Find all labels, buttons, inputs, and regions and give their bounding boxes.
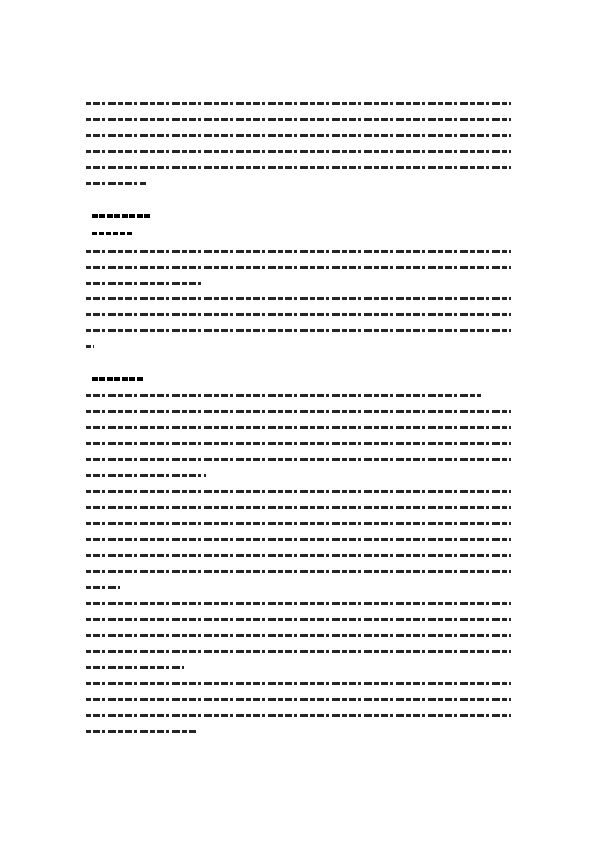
section-1-paragraph-1 — [86, 250, 511, 298]
intro-paragraph — [86, 102, 511, 198]
text-line — [86, 554, 511, 557]
text-line — [86, 730, 196, 733]
section-heading — [92, 377, 144, 381]
section-2-paragraph-3 — [86, 490, 511, 602]
text-line — [86, 666, 184, 669]
text-line — [86, 490, 511, 493]
text-line — [86, 458, 511, 461]
text-line — [86, 522, 511, 525]
text-line — [86, 586, 120, 589]
text-line — [86, 102, 511, 105]
section-2-paragraph-1 — [86, 394, 511, 410]
section-2-paragraph-2 — [86, 410, 511, 490]
text-line — [86, 345, 94, 348]
text-line — [86, 329, 511, 332]
text-line — [86, 506, 511, 509]
section-2-paragraph-4 — [86, 602, 511, 682]
text-line — [86, 134, 511, 137]
text-line — [86, 118, 511, 121]
text-line — [86, 682, 511, 685]
text-line — [86, 282, 201, 285]
text-line — [86, 297, 511, 300]
text-line — [86, 474, 206, 477]
text-line — [86, 250, 511, 253]
text-line — [86, 698, 511, 701]
text-line — [86, 166, 511, 169]
text-line — [86, 714, 511, 717]
text-line — [86, 618, 511, 621]
section-subheading — [92, 232, 134, 235]
section-heading — [92, 214, 152, 218]
text-line — [86, 410, 511, 413]
text-line — [86, 602, 511, 605]
section-2-paragraph-5 — [86, 682, 511, 746]
text-line — [86, 570, 511, 573]
text-line — [86, 394, 481, 397]
text-line — [86, 313, 511, 316]
text-line — [86, 634, 511, 637]
text-line — [86, 442, 511, 445]
text-line — [86, 182, 146, 185]
text-line — [86, 650, 511, 653]
text-line — [86, 538, 511, 541]
text-line — [86, 150, 511, 153]
section-1-paragraph-2 — [86, 297, 511, 361]
text-line — [86, 266, 511, 269]
text-line — [86, 426, 511, 429]
